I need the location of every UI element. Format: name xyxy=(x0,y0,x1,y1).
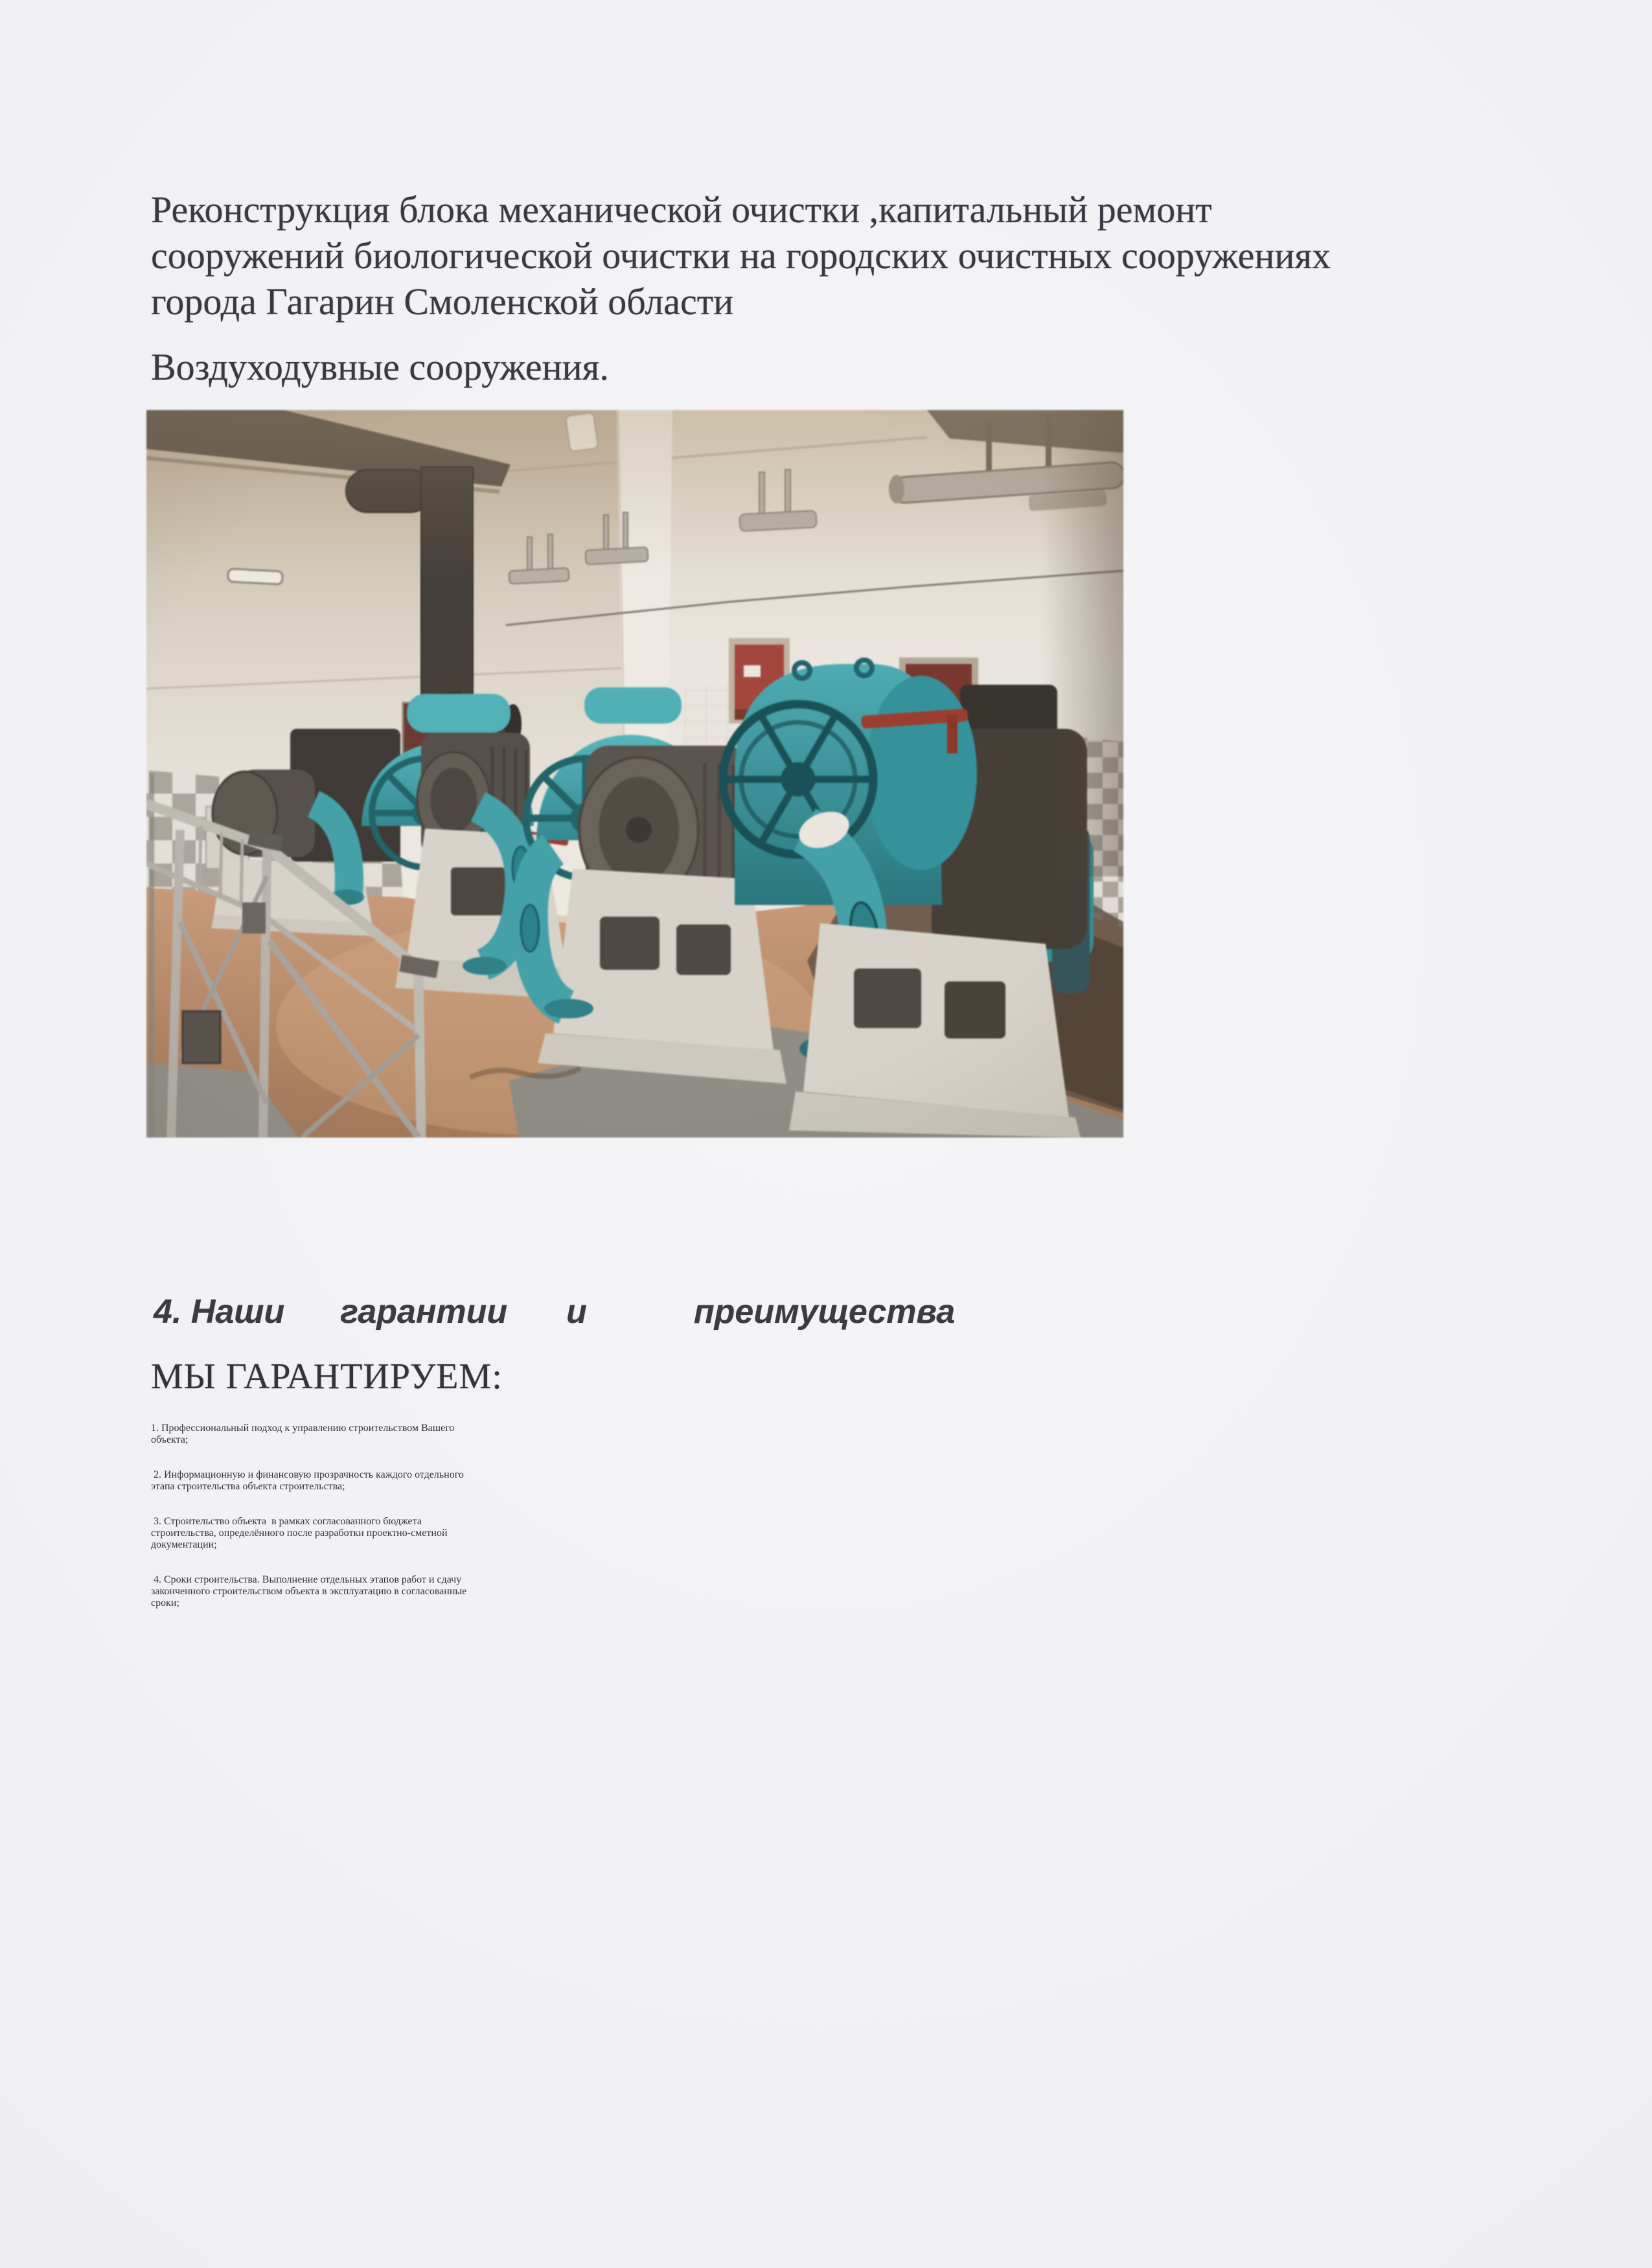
title-line: сооружений биологической очистки на городских очистных сооружениях xyxy=(151,235,1331,277)
machine-room-photo xyxy=(146,410,1123,1138)
item-line: 3. Строительство объекта в рамках согласованного бюджета xyxy=(151,1516,422,1527)
item-line: строительства, определённого после разработки проектно-сметной xyxy=(151,1528,448,1539)
heading-part: преимущества xyxy=(693,1293,956,1331)
title-paragraph xyxy=(151,0,1421,325)
item-line: законченного строительством объекта в эксплуатацию в согласованные xyxy=(151,1586,467,1597)
item-line: 4. Сроки строительства. Выполнение отдельных этапов работ и сдачу xyxy=(151,1574,462,1585)
item-line: объекта; xyxy=(151,1434,189,1445)
heading-part: 4. Наши xyxy=(154,1293,285,1331)
heading-part: гарантии xyxy=(340,1293,508,1331)
item-line: 2. Информационную и финансовую прозрачность каждого отдельного xyxy=(151,1469,464,1480)
item-line: документации; xyxy=(151,1539,217,1550)
subtitle: Воздуходувные сооружения. xyxy=(151,346,609,388)
title-line: города Гагарин Смоленской области xyxy=(151,281,734,323)
guarantee-heading: МЫ ГАРАНТИРУЕМ: xyxy=(151,1357,503,1397)
item-line: этапа строительства объекта строительства; xyxy=(151,1481,345,1492)
section-heading xyxy=(151,1289,1421,1334)
heading-part: и xyxy=(566,1293,587,1331)
item-line: сроки; xyxy=(151,1598,179,1609)
document-scan xyxy=(151,0,1421,1620)
title-line: Реконструкция блока механической очистки ,капитальный ремонт xyxy=(151,189,1212,231)
vignette-overlay xyxy=(146,410,1123,1138)
item-line: 1. Профессиональный подход к управлению строительством Вашего xyxy=(151,1423,455,1434)
photo-figure xyxy=(146,410,1123,1138)
